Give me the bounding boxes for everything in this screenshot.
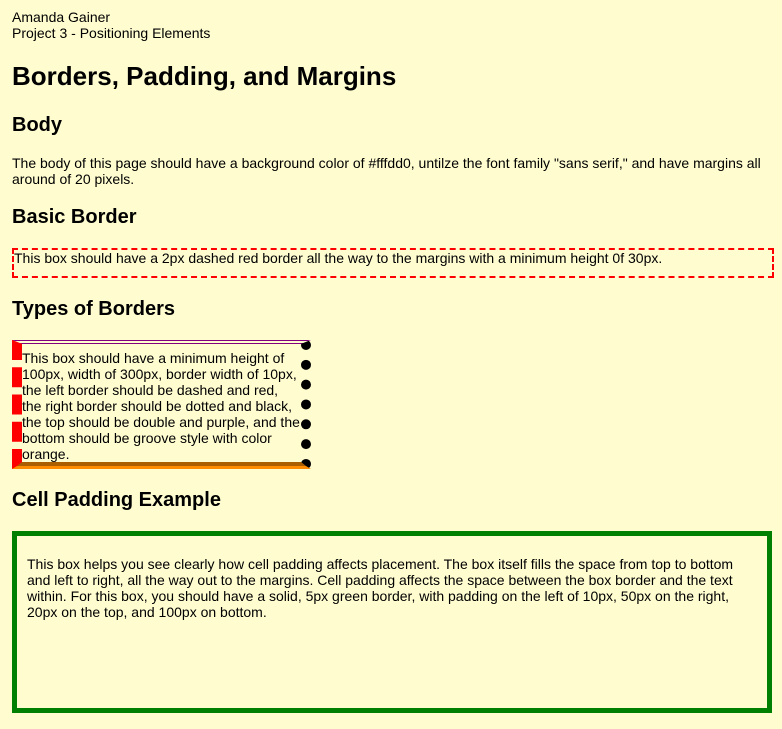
section-heading-body: Body xyxy=(12,114,62,136)
section-heading-basic-border: Basic Border xyxy=(12,206,137,228)
project-name: Project 3 - Positioning Elements xyxy=(12,25,211,41)
body-description: The body of this page should have a background color of #fffdd0, untilze the font family "sans serif," and have margins all around of 20 pixels. xyxy=(12,155,761,187)
author-name: Amanda Gainer xyxy=(12,9,111,25)
section-heading-types-of-borders: Types of Borders xyxy=(12,298,175,320)
types-of-borders-box: This box should have a minimum height of 100px, width of 300px, border width of 10px, the left border should be dashed and red, the right border should be dotted and black, the top should be double and purple, and the bottom should be groove style with color orange. xyxy=(12,340,311,469)
basic-border-box: This box should have a 2px dashed red border all the way to the margins with a minimum height 0f 30px. xyxy=(12,248,774,278)
cell-padding-box: This box helps you see clearly how cell padding affects placement. The box itself fills the space from top to bottom and left to right, all the way out to the margins. Cell padding affects the space between the box border and the text within. For this box, you should have a solid, 5px green border, with padding on the left of 10px, 50px on the right, 20px on the top, and 100px on bottom. xyxy=(12,531,772,713)
author-block xyxy=(12,9,210,41)
section-heading-cell-padding: Cell Padding Example xyxy=(12,489,221,511)
page-title: Borders, Padding, and Margins xyxy=(12,61,397,91)
